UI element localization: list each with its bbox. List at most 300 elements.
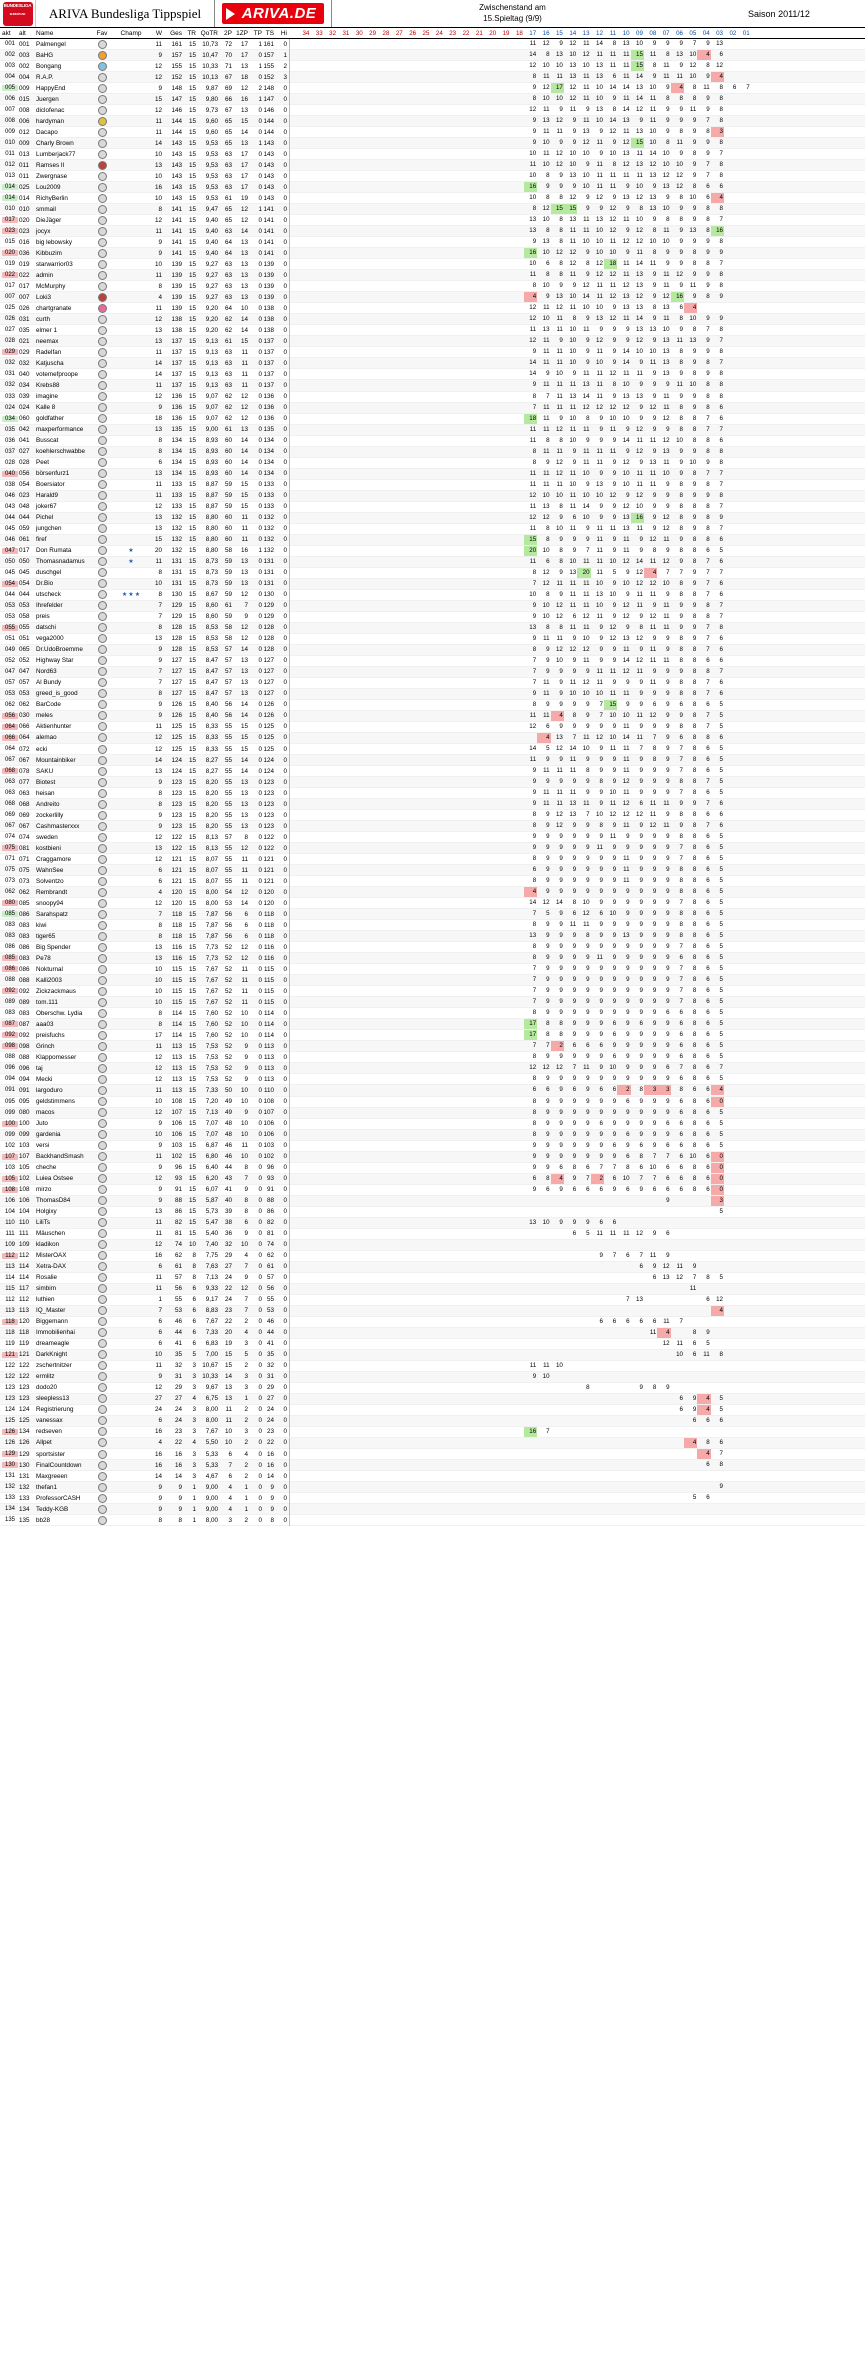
player-name[interactable]: Biotest (36, 778, 56, 786)
table-row[interactable] (0, 876, 865, 887)
table-row[interactable] (0, 689, 865, 700)
table-row[interactable] (0, 601, 865, 612)
table-row[interactable] (0, 546, 865, 557)
round-header-10[interactable]: 10 (622, 29, 630, 37)
colhead-name[interactable]: Name (36, 29, 54, 37)
round-header-05[interactable]: 05 (689, 29, 697, 37)
colhead-alt[interactable]: alt (19, 29, 26, 37)
player-name[interactable]: Cashmasterxxx (36, 822, 80, 830)
row-left (0, 436, 289, 445)
player-name[interactable]: McMurphy (36, 282, 66, 290)
round-score-cell: 9 (666, 855, 670, 863)
table-row[interactable] (0, 942, 865, 953)
table-row[interactable] (0, 215, 865, 226)
player-name[interactable]: Solventzo (36, 877, 64, 885)
round-score-cell (337, 127, 350, 137)
round-header-23[interactable]: 23 (449, 29, 457, 37)
player-name[interactable]: BaHG (36, 51, 54, 59)
player-name[interactable]: Rembrandt (36, 888, 68, 896)
colhead-tp[interactable]: TP (253, 29, 262, 37)
table-row[interactable] (0, 711, 865, 722)
round-score-cell (484, 336, 497, 346)
player-name[interactable]: Peet (36, 459, 49, 467)
player-name[interactable]: Grinch (36, 1042, 55, 1050)
round-score-cell (470, 799, 483, 809)
player-name[interactable]: goldfather (36, 415, 65, 423)
player-name[interactable]: preisfuchs (36, 1031, 65, 1039)
cell-p2: 55 (224, 844, 232, 852)
player-name[interactable]: kiwi (36, 921, 47, 929)
table-row[interactable] (0, 524, 865, 535)
rank-badge: 040 (2, 471, 18, 477)
table-row[interactable] (0, 777, 865, 788)
round-header-20[interactable]: 20 (489, 29, 497, 37)
colhead-hi[interactable]: Hi (280, 29, 287, 37)
round-score-cell: 9 (692, 359, 697, 367)
table-row[interactable] (0, 425, 865, 436)
player-name[interactable]: Andreito (36, 800, 60, 808)
table-row[interactable] (0, 854, 865, 865)
table-row[interactable] (0, 612, 865, 623)
round-score-cell: 9 (666, 425, 670, 433)
table-row[interactable] (0, 138, 865, 149)
table-row[interactable] (0, 722, 865, 733)
table-row[interactable] (0, 623, 865, 634)
player-name[interactable]: Al Bundy (36, 679, 62, 687)
table-row[interactable] (0, 788, 865, 799)
cell-w: 11 (155, 117, 162, 125)
table-row[interactable] (0, 237, 865, 248)
round-score-cell (444, 447, 457, 457)
player-name[interactable]: chartgranate (36, 304, 72, 312)
table-row[interactable] (0, 281, 865, 292)
player-name[interactable]: Craggamore (36, 855, 71, 863)
round-score-cell: 6 (706, 745, 710, 752)
player-name[interactable]: Mountainbiker (36, 756, 76, 764)
round-header-18[interactable]: 18 (515, 29, 523, 37)
player-name[interactable]: curth (36, 315, 50, 323)
player-name[interactable]: SAKU (36, 767, 54, 775)
player-name[interactable]: vega2000 (36, 635, 64, 643)
table-row[interactable] (0, 392, 865, 403)
cell-tr: 15 (188, 844, 196, 852)
table-row[interactable] (0, 744, 865, 755)
player-name[interactable]: tom.111 (36, 998, 58, 1006)
table-row[interactable] (0, 436, 865, 447)
cell-tr: 15 (188, 866, 196, 874)
player-name[interactable]: Aktienhunter (36, 723, 72, 731)
round-score-cell: 7 (719, 524, 723, 532)
round-header-12[interactable]: 12 (596, 29, 603, 37)
round-score-cell (430, 755, 443, 765)
table-row[interactable] (0, 204, 865, 215)
table-row[interactable] (0, 1008, 865, 1019)
table-row[interactable] (0, 270, 865, 281)
team-crest-icon (98, 678, 107, 687)
round-header-06[interactable]: 06 (676, 29, 683, 37)
table-row[interactable] (0, 94, 865, 105)
player-name[interactable]: maxperformance (36, 426, 84, 434)
champion-marks (112, 656, 150, 665)
table-row[interactable] (0, 667, 865, 678)
player-name[interactable]: ecki (36, 745, 48, 753)
table-row[interactable] (0, 171, 865, 182)
round-header-31[interactable]: 31 (342, 29, 350, 37)
table-row[interactable] (0, 733, 865, 744)
player-name[interactable]: starwarrior03 (36, 260, 73, 268)
player-name[interactable]: Zickzackmaus (36, 987, 76, 995)
player-name[interactable]: Don Rumata (36, 547, 72, 555)
round-score-cell: 12 (662, 414, 670, 422)
round-header-19[interactable]: 19 (502, 29, 510, 37)
colhead-champ[interactable]: Champ (120, 29, 142, 37)
table-row[interactable] (0, 480, 865, 491)
round-header-15[interactable]: 15 (555, 29, 563, 37)
cell-ts: 133 (263, 503, 274, 511)
round-score-cell (350, 502, 363, 512)
table-row[interactable] (0, 83, 865, 94)
player-name[interactable]: joker67 (36, 503, 57, 511)
player-name[interactable]: Loki3 (36, 293, 52, 301)
player-name[interactable]: Kalli2003 (36, 976, 62, 984)
round-score-cell (364, 325, 377, 335)
round-score-cell (724, 909, 737, 919)
round-score-cell: 9 (612, 95, 617, 103)
table-row[interactable] (0, 513, 865, 524)
player-name[interactable]: sweden (36, 833, 58, 841)
round-score-cell (297, 469, 310, 479)
table-row[interactable] (0, 997, 865, 1008)
cell-w: 10 (154, 976, 162, 984)
round-header-22[interactable]: 22 (462, 29, 470, 37)
round-header-01[interactable]: 01 (742, 29, 750, 37)
round-header-21[interactable]: 21 (475, 29, 483, 37)
section-divider (289, 644, 297, 655)
round-header-25[interactable]: 25 (422, 29, 430, 37)
player-name[interactable]: meles (36, 712, 53, 720)
player-name[interactable]: Pichel (36, 514, 54, 522)
round-header-33[interactable]: 33 (315, 29, 323, 37)
player-name[interactable]: Bongang (36, 62, 62, 70)
round-header-03[interactable]: 03 (716, 29, 723, 37)
team-crest-icon (98, 139, 107, 148)
round-score-cell (324, 414, 337, 424)
colhead-ges[interactable]: Ges (170, 29, 182, 37)
section-divider (289, 733, 297, 744)
table-row[interactable] (0, 568, 865, 579)
round-header-26[interactable]: 26 (409, 29, 417, 37)
table-row[interactable] (0, 909, 865, 920)
round-header-27[interactable]: 27 (395, 29, 403, 37)
player-name[interactable]: Busscat (36, 437, 59, 445)
player-name[interactable]: jungchen (36, 525, 62, 533)
player-name[interactable]: Dacapo (36, 128, 58, 136)
round-score-cell: 8 (532, 700, 537, 708)
table-row[interactable] (0, 182, 865, 193)
table-row[interactable] (0, 358, 865, 369)
colhead-ts[interactable]: TS (265, 29, 274, 37)
rank-badge: 045 (4, 525, 15, 532)
table-row[interactable] (0, 336, 865, 347)
table-row[interactable] (0, 160, 865, 171)
player-name[interactable]: Dr.UdoBroemme (36, 646, 83, 654)
round-score-cell: 10 (609, 733, 617, 741)
round-header-09[interactable]: 09 (636, 29, 643, 37)
round-score-cell (310, 94, 323, 104)
player-name[interactable]: Palmengel (36, 40, 66, 48)
player-name[interactable]: zockerlilly (36, 811, 64, 819)
player-name[interactable]: börsenfurz1 (36, 470, 70, 478)
round-header-11[interactable]: 11 (609, 29, 617, 37)
player-name[interactable]: Nokturnal (36, 965, 63, 973)
round-score-cell (377, 369, 390, 379)
colhead-qotr[interactable]: QoTR (200, 29, 218, 37)
round-header-28[interactable]: 28 (382, 29, 390, 37)
player-name[interactable]: Thomasnadamus (36, 558, 85, 566)
table-row[interactable] (0, 865, 865, 876)
table-row[interactable] (0, 634, 865, 645)
player-name[interactable]: alemao (36, 734, 57, 742)
player-name[interactable]: big lebowsky (36, 238, 73, 246)
player-name[interactable]: datschi (36, 624, 56, 632)
player-name[interactable]: snoopy94 (36, 899, 64, 907)
player-name[interactable]: Pe78 (36, 954, 51, 962)
table-row[interactable] (0, 193, 865, 204)
round-score-cell (377, 94, 390, 104)
player-name[interactable]: Kibbuzim (36, 249, 62, 257)
player-name[interactable]: Oberschw. Lydia (36, 1009, 83, 1017)
table-row[interactable] (0, 380, 865, 391)
table-row[interactable] (0, 898, 865, 909)
player-name[interactable]: Katjuscha (36, 359, 64, 367)
round-score-cell (430, 546, 443, 556)
player-name[interactable]: Radelfan (36, 348, 62, 356)
table-row[interactable] (0, 50, 865, 61)
table-row[interactable] (0, 832, 865, 843)
player-name[interactable]: duschgel (36, 569, 62, 577)
round-score-cell: 11 (623, 172, 630, 180)
player-name[interactable]: HappyEnd (36, 84, 66, 92)
table-row[interactable] (0, 491, 865, 502)
table-row[interactable] (0, 259, 865, 270)
player-name[interactable]: greed_is_good (36, 690, 78, 698)
player-name[interactable]: imagine (36, 393, 59, 400)
player-name[interactable]: preis (36, 613, 50, 621)
player-name[interactable]: elmer 1 (36, 326, 57, 334)
player-name[interactable]: Charly Brown (36, 139, 74, 147)
round-header-08[interactable]: 08 (649, 29, 657, 37)
player-name[interactable]: Nord63 (36, 668, 57, 676)
round-score-cell: 11 (676, 337, 683, 345)
table-row[interactable] (0, 292, 865, 303)
round-header-32[interactable]: 32 (329, 29, 337, 37)
colhead-2p[interactable]: 2P (224, 29, 232, 37)
table-row[interactable] (0, 964, 865, 975)
round-header-07[interactable]: 07 (662, 29, 670, 37)
player-name[interactable]: kostbieni (36, 844, 61, 852)
cell-w: 13 (154, 767, 162, 775)
cell-zp1: 13 (240, 811, 248, 819)
table-row[interactable] (0, 1041, 865, 1052)
table-row[interactable] (0, 39, 865, 50)
table-row[interactable] (0, 590, 865, 601)
colhead-w[interactable]: W (155, 29, 162, 37)
player-name[interactable]: Dr.Bio (36, 580, 54, 588)
round-score-cell: 9 (599, 1031, 603, 1039)
table-row[interactable] (0, 975, 865, 986)
round-score-cell (324, 513, 337, 523)
table-row[interactable] (0, 920, 865, 931)
round-header-24[interactable]: 24 (435, 29, 443, 37)
table-row[interactable] (0, 579, 865, 590)
round-header-29[interactable]: 29 (369, 29, 377, 37)
player-name[interactable]: firef (36, 536, 47, 544)
table-row[interactable] (0, 810, 865, 821)
player-name[interactable]: Sarahspatz (36, 910, 68, 918)
round-score-cell: 11 (569, 767, 577, 775)
table-row[interactable] (0, 656, 865, 667)
table-row[interactable] (0, 369, 865, 380)
table-row[interactable] (0, 766, 865, 777)
table-row[interactable] (0, 248, 865, 259)
table-row[interactable] (0, 414, 865, 425)
cell-zp1: 14 (240, 227, 248, 235)
round-header-02[interactable]: 02 (729, 29, 737, 37)
table-row[interactable] (0, 116, 865, 127)
player-name[interactable]: heisan (36, 789, 55, 797)
player-name[interactable]: votemefproope (36, 370, 79, 378)
table-row[interactable] (0, 645, 865, 656)
player-name[interactable]: aaa03 (36, 1020, 54, 1028)
colhead-fav[interactable]: Fav (96, 29, 108, 37)
player-name[interactable]: hardyman (36, 117, 65, 125)
table-row[interactable] (0, 887, 865, 898)
player-name[interactable]: Harald9 (36, 492, 59, 500)
table-row[interactable] (0, 755, 865, 766)
round-header-34[interactable]: 34 (302, 29, 310, 37)
round-header-04[interactable]: 04 (702, 29, 710, 37)
round-score-cell (457, 689, 470, 699)
player-name[interactable]: WahnSee (36, 866, 64, 874)
player-name[interactable]: Highway Star (36, 657, 74, 665)
round-score-cell (430, 645, 443, 655)
player-name[interactable]: admin (36, 271, 54, 279)
player-name[interactable]: Big Spender (36, 943, 71, 951)
player-name[interactable]: koehlerschwabbe (36, 448, 86, 456)
player-name[interactable]: smmail (36, 205, 56, 213)
player-name[interactable]: Juergen (36, 95, 59, 103)
table-row[interactable] (0, 843, 865, 854)
player-name[interactable]: Ihrefelder (36, 602, 63, 610)
table-row[interactable] (0, 72, 865, 83)
player-name[interactable]: RichyBerlin (36, 194, 68, 202)
round-header-13[interactable]: 13 (582, 29, 590, 37)
round-score-cell (350, 667, 363, 677)
table-row[interactable] (0, 458, 865, 469)
player-name[interactable]: Boersiator (36, 481, 65, 489)
table-row[interactable] (0, 821, 865, 832)
table-row[interactable] (0, 700, 865, 711)
player-name[interactable]: Lou2009 (36, 183, 61, 191)
table-row[interactable] (0, 557, 865, 568)
cell-tp: 0 (258, 822, 262, 830)
player-name[interactable]: tiger65 (36, 932, 56, 940)
round-header-30[interactable]: 30 (355, 29, 363, 37)
round-score-cell: 9 (652, 833, 657, 841)
round-score-cell: 9 (612, 932, 617, 940)
round-header-17[interactable]: 17 (529, 29, 537, 37)
player-name[interactable]: neemax (36, 337, 59, 345)
cell-ges: 124 (171, 767, 182, 775)
round-score-cell: 10 (555, 62, 563, 70)
round-header-16[interactable]: 16 (542, 29, 550, 37)
table-row[interactable] (0, 799, 865, 810)
player-name[interactable]: Kalle 8 (36, 404, 56, 412)
table-row[interactable] (0, 325, 865, 336)
player-name[interactable]: utscheck (36, 591, 61, 599)
team-crest-icon (98, 722, 107, 731)
colhead-1zp[interactable]: 1ZP (236, 29, 248, 37)
favorite-team-icon (92, 304, 112, 313)
colhead-akt[interactable]: akt (2, 29, 11, 37)
table-row[interactable] (0, 986, 865, 997)
row-left (0, 513, 289, 522)
cell-hi: 0 (283, 337, 287, 345)
round-score-cell: 8 (692, 976, 697, 984)
cell-qotr: 8,27 (205, 767, 218, 775)
colhead-tr[interactable]: TR (187, 29, 196, 37)
cell-qotr: 7,87 (205, 910, 218, 918)
table-row[interactable] (0, 1030, 865, 1041)
round-score-cell (310, 964, 323, 974)
table-row[interactable] (0, 447, 865, 458)
table-row[interactable] (0, 953, 865, 964)
round-score-cell (364, 766, 377, 776)
player-name[interactable]: jocyx (36, 227, 51, 235)
round-score-cell (404, 94, 417, 104)
round-score-cell (457, 138, 470, 148)
player-name[interactable]: Lumberjack77 (36, 150, 76, 158)
player-name[interactable]: diclofenac (36, 106, 65, 114)
player-name[interactable]: Ramses II (36, 161, 65, 169)
table-row[interactable] (0, 61, 865, 72)
table-row[interactable] (0, 403, 865, 414)
table-row[interactable] (0, 314, 865, 325)
player-name[interactable]: Krebs88 (36, 381, 60, 389)
table-row[interactable] (0, 931, 865, 942)
round-score-cell: 8 (532, 392, 537, 400)
table-row[interactable] (0, 127, 865, 138)
table-row[interactable] (0, 105, 865, 116)
table-row[interactable] (0, 303, 865, 314)
table-row[interactable] (0, 678, 865, 689)
table-row[interactable] (0, 1019, 865, 1030)
player-name[interactable]: DieJäger (36, 216, 62, 224)
table-row[interactable] (0, 226, 865, 237)
table-row[interactable] (0, 347, 865, 358)
table-row[interactable] (0, 469, 865, 480)
player-name[interactable]: R.A.P. (36, 73, 54, 81)
player-name[interactable]: BarCode (36, 701, 61, 709)
round-header-14[interactable]: 14 (569, 29, 577, 37)
round-score-cell (417, 524, 430, 534)
table-row[interactable] (0, 502, 865, 513)
round-scores (297, 1030, 751, 1040)
table-row[interactable] (0, 149, 865, 160)
table-row[interactable] (0, 535, 865, 546)
rank-previous: 066 (19, 723, 30, 731)
player-name[interactable]: Zwergnase (36, 172, 68, 180)
